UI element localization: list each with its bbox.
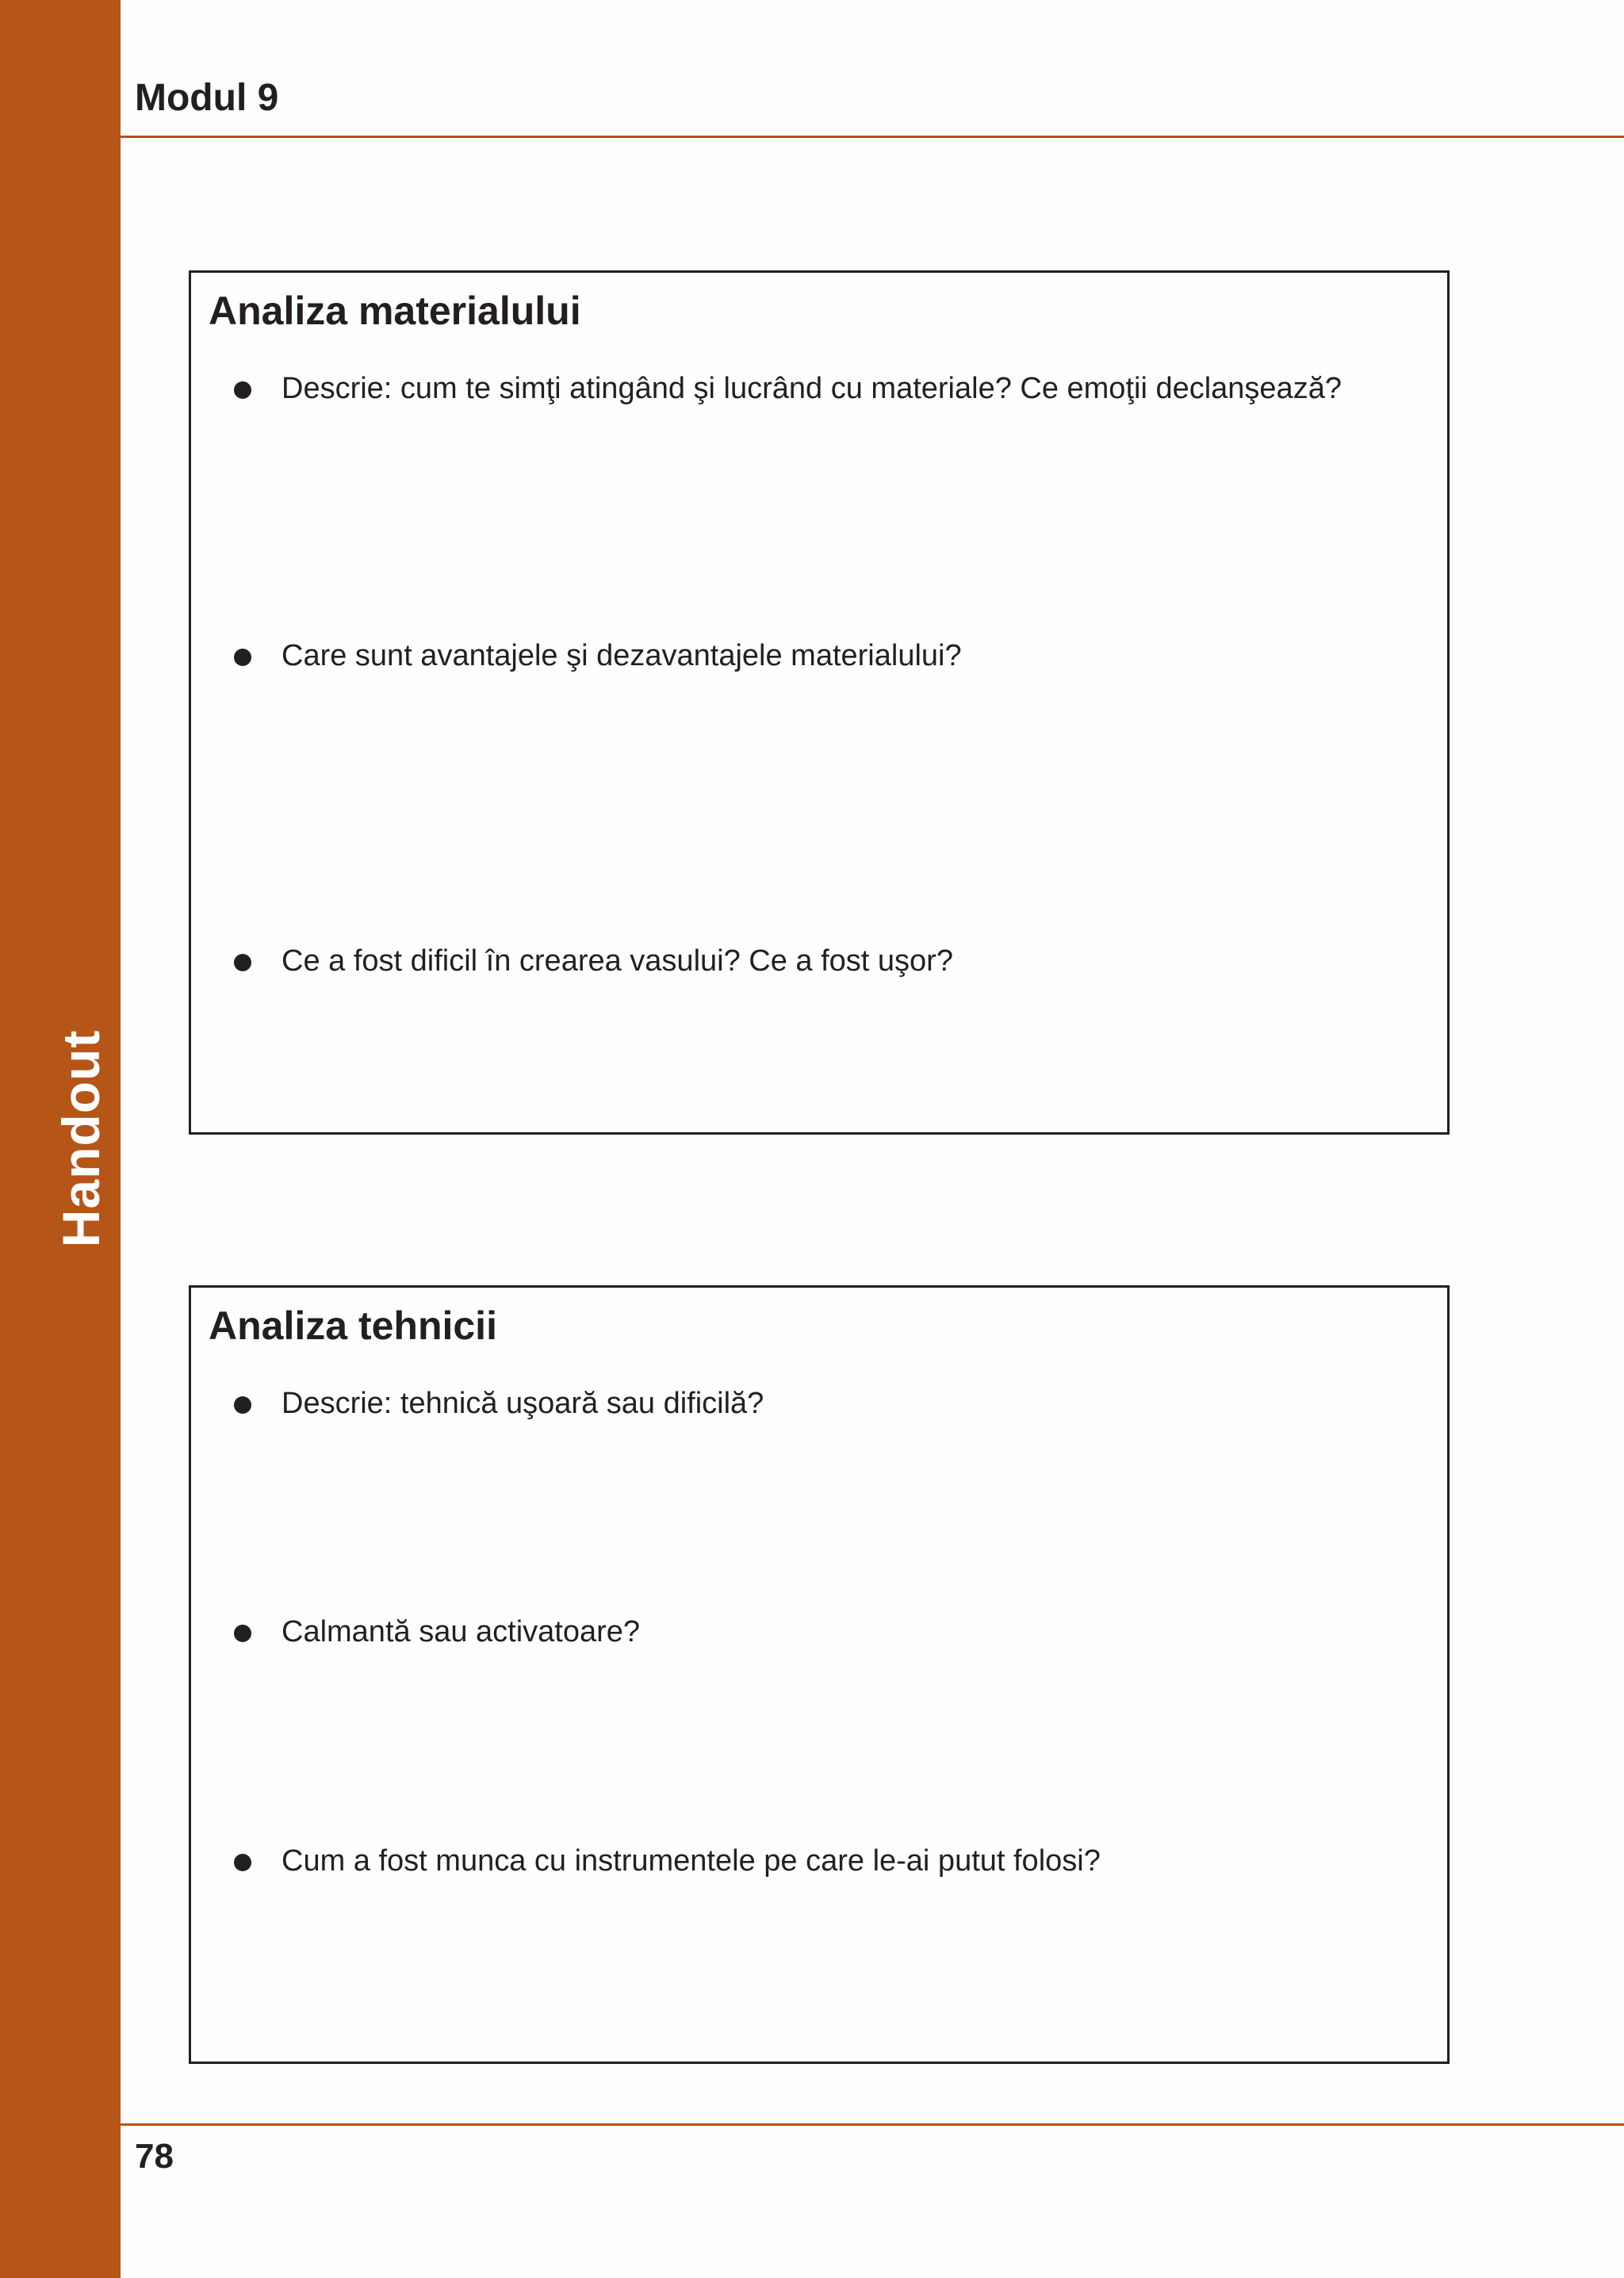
section-analiza-materialului — [189, 270, 1450, 1135]
section-analiza-tehnicii — [189, 1285, 1450, 2064]
question-text: Care sunt avantajele şi dezavantajele materialului? — [282, 639, 962, 672]
header-divider — [121, 136, 1624, 138]
section-title: Analiza tehnicii — [209, 1304, 497, 1348]
question-text: Cum a fost munca cu instrumentele pe care le-ai putut folosi? — [282, 1844, 1101, 1878]
question-text: Calmantă sau activatoare? — [282, 1615, 641, 1648]
page-header-title: Modul 9 — [135, 77, 279, 119]
bullet-icon — [234, 649, 251, 666]
footer-divider — [121, 2123, 1624, 2126]
bullet-icon — [234, 954, 251, 971]
page-number: 78 — [135, 2137, 174, 2176]
bullet-icon — [234, 1625, 251, 1642]
side-band — [0, 0, 121, 2278]
question-text: Descrie: cum te simţi atingând şi lucrând cu materiale? Ce emoţii declanşează? — [282, 372, 1342, 405]
bullet-icon — [234, 381, 251, 399]
section-title: Analiza materialului — [209, 289, 581, 333]
bullet-icon — [234, 1396, 251, 1414]
side-label: Handout — [52, 1029, 110, 1248]
bullet-icon — [234, 1854, 251, 1871]
question-text: Ce a fost dificil în crearea vasului? Ce a fost uşor? — [282, 944, 953, 978]
question-text: Descrie: tehnică uşoară sau dificilă? — [282, 1387, 764, 1420]
